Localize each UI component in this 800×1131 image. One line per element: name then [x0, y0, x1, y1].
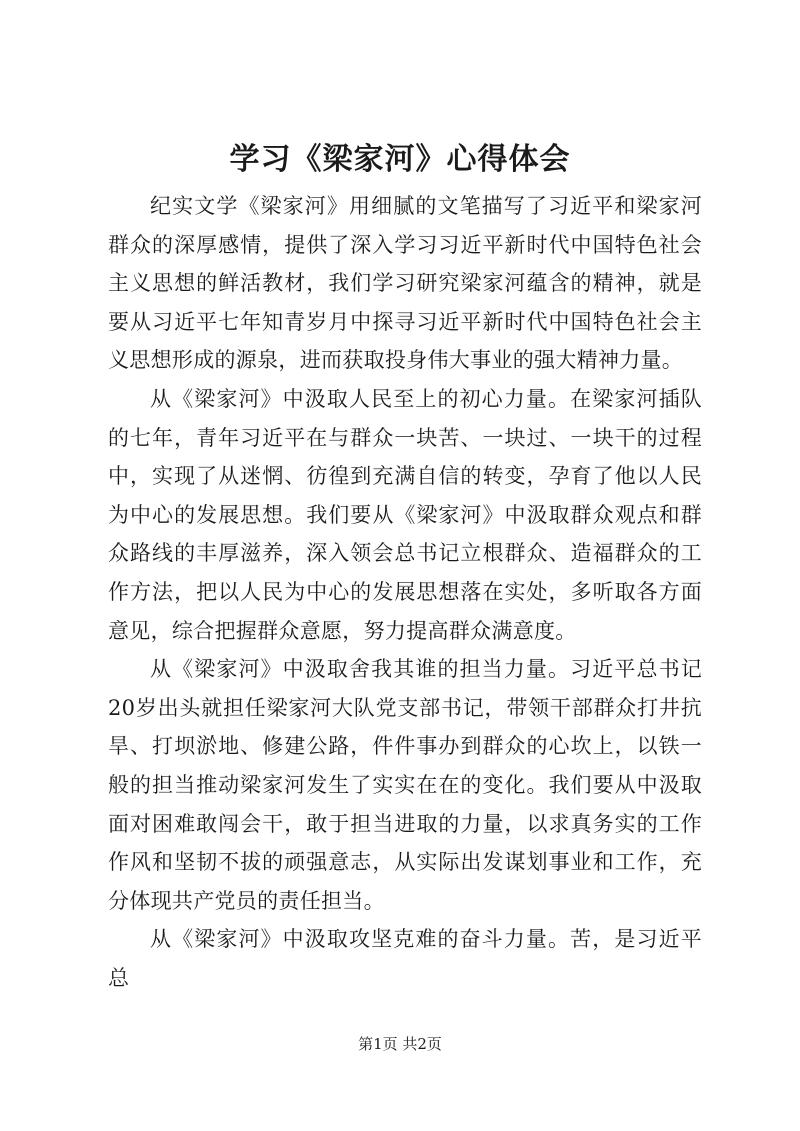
paragraph-3: 从《梁家河》中汲取舍我其谁的担当力量。习近平总书记20岁出头就担任梁家河大队党支部书记，带领干部群众打井抗旱、打坝淤地、修建公路，件件事办到群众的心坎上，以铁一般的担当推动梁家河发生了实实在在的变化。我们要从中汲取面对困难敢闯会干，敢于担当进取的力量，以求真务实的工作作风和坚韧不拔的顽强意志，从实际出发谋划事业和工作，充分体现共产党员的责任担当。 — [108, 657, 702, 913]
page-footer: 第1页 共2页 — [358, 1035, 442, 1053]
document-title: 学习《梁家河》心得体会 — [229, 142, 571, 177]
paragraph-4: 从《梁家河》中汲取攻坚克难的奋斗力量。苦，是习近平总 — [108, 927, 702, 990]
document-body — [108, 187, 702, 997]
paragraph-1: 纪实文学《梁家河》用细腻的文笔描写了习近平和梁家河群众的深厚感情，提供了深入学习习近平新时代中国特色社会主义思想的鲜活教材，我们学习研究梁家河蕴含的精神，就是要从习近平七年知青岁月中探寻习近平新时代中国特色社会主义思想形成的源泉，进而获取投身伟大事业的强大精神力量。 — [108, 194, 702, 373]
paragraph-2: 从《梁家河》中汲取人民至上的初心力量。在梁家河插队的七年，青年习近平在与群众一块苦、一块过、一块干的过程中，实现了从迷惘、彷徨到充满自信的转变，孕育了他以人民为中心的发展思想。我们要从《梁家河》中汲取群众观点和群众路线的丰厚滋养，深入领会总书记立根群众、造福群众的工作方法，把以人民为中心的发展思想落在实处，多听取各方面意见，综合把握群众意愿，努力提高群众满意度。 — [108, 386, 702, 643]
